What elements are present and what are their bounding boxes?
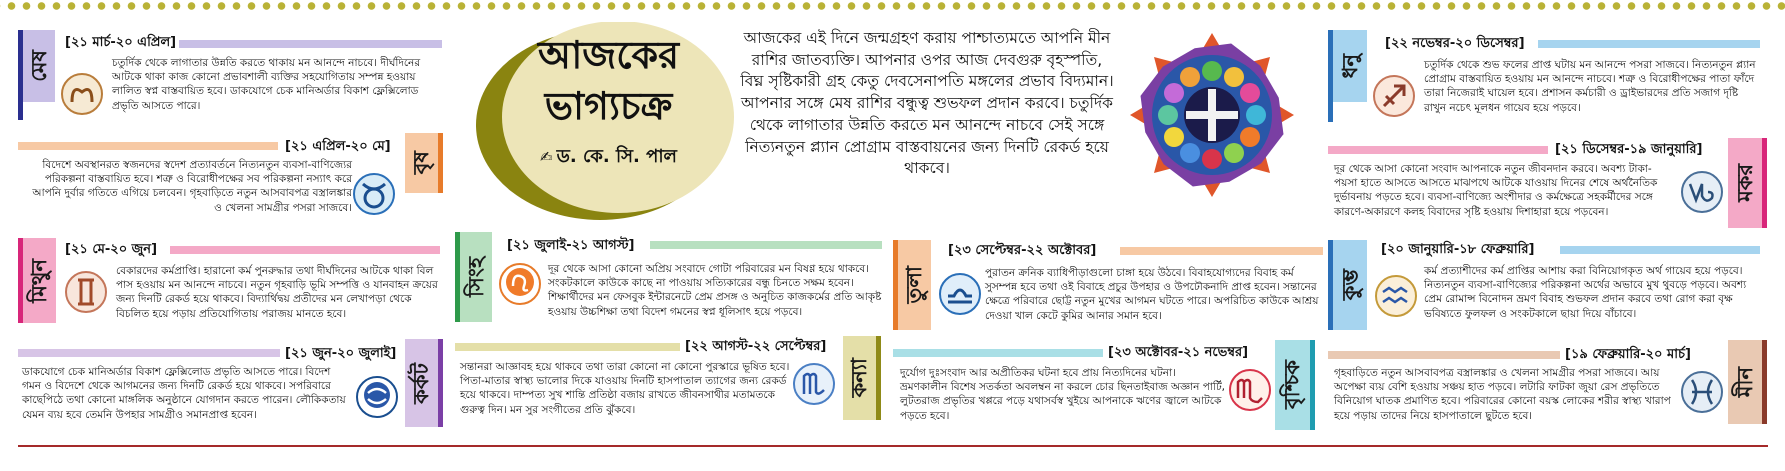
aquarius-tab: কুম্ভ (1333, 240, 1367, 330)
taurus-bar (18, 142, 278, 150)
sagittarius-bar (1538, 40, 1760, 48)
libra-bar (1120, 247, 1323, 255)
sagittarius-date: [২২ নভেম্বর-২০ ডিসেম্বর] (1382, 34, 1528, 55)
bottom-rule (18, 445, 1768, 447)
pisces-icon (1680, 370, 1724, 414)
aries-text: চতুর্দিক থেকে লাগাতার উন্নতি করতে থাকায় মন আনন্দে নাচবে। দীর্ঘদিনের আটকে থাকা কাজ কোনো প্রভাবশালী ব্যক্তির সহযোগিতায় সম্পন্ন হওয়ায় লালিত স্বপ্ন বাস্তবায়িত হবে। ডাকযোগে চেক মানিঅর্ডার বিকাশ ফ্লেক্সিলোড প্রভৃতি আসতে পারে। (112, 57, 421, 112)
sagittarius-text: চতুর্দিক থেকে শুভ ফলের প্রাপ্ত ঘটায় মন আনন্দে পসরা সাজবে। নিত্যনতুন প্ল্যান প্রোগ্রাম বাস্তবায়িত হওয়ায় মন আনন্দে নাচবে। শত্রু ও বিরোধীপক্ষের পাতা ফাঁদে তারা নিজেরাই ঘায়েল হবে। প্রশাসন কর্মচারী ও ড্রাইভারদের প্রতি সজাগ দৃষ্টি রাখুন নচেৎ মূলধন গায়েব হয়ে পড়বে। (1424, 59, 1756, 114)
pisces-tab: মীন (1728, 340, 1762, 424)
scorpio-bar (893, 349, 1103, 357)
dotted-border-top (0, 0, 1785, 12)
cancer-tab: কর্কট (405, 339, 438, 427)
zodiac-wheel-icon (1127, 30, 1297, 200)
virgo-bar (455, 343, 680, 351)
aquarius-bar (1560, 246, 1760, 254)
sagittarius-tab: ধনু (1333, 30, 1367, 102)
virgo-text: সন্তানরা আজ্ঞাবহ হয়ে থাকবে তথা তারা কোনো না কোনো পুরস্কারে ভূষিত হবে। পিতা-মাতার স্বাস্থ্য ভালোর দিকে যাওয়ায় দিনটি হাসপাতাল ত্যাগের জন্য রেকর্ড হয়ে থাকবে। দাম্পত্য সুখ শান্তি প্রতিষ্ঠা বজায় রাখতে জীবনসাথীর মতামতকে গুরুত্ব দিন। মন সুর সংগীতের প্রতি ঝুঁকবে। (460, 361, 790, 416)
cancer-edge (438, 339, 443, 427)
scorpio-date: [২৩ অক্টোবর-২১ নভেম্বর] (1105, 343, 1251, 364)
virgo-edge (876, 336, 881, 420)
scorpio-edge (1310, 340, 1315, 430)
taurus-edge (438, 133, 443, 193)
leo-tab: সিংহ (460, 232, 492, 322)
gemini-date: [২১ মে-২০ জুন] (62, 240, 160, 261)
capricorn-bar (1328, 146, 1548, 154)
intro-text: আজকের এই দিনে জন্মগ্রহণ করায় পাশ্চাত্যমতে আপনি মীন রাশির জাতব্যক্তি। আপনার ওপর আজ দেবগুরু বৃহস্পতি, বিঘ্ন সৃষ্টিকারী গ্রহ কেতু দেবসেনাপতি মঙ্গলের প্রভাব বিদ্যমান। আপনার সঙ্গে মেষ রাশির বন্ধুত্ব শুভফল প্রদান করবে। চতুর্দিক থেকে লাগাতার উন্নতি করতে মন আনন্দে নাচবে সেই সঙ্গে নিত্যনতুন প্ল্যান প্রোগ্রাম বাস্তবায়নের জন্য দিনটি রেকর্ড হয়ে থাকবে। (740, 29, 1114, 178)
pen-icon: ✍ (540, 148, 553, 166)
libra-tab: তুলা (898, 240, 931, 330)
pisces-edge (1762, 340, 1767, 424)
gemini-icon (64, 270, 108, 314)
aries-icon (60, 72, 104, 116)
scorpio-text: দুর্যোগ দুঃসংবাদ আর অপ্রীতিকর ঘটনা হবে প্রায় নিত্যদিনের ঘটনা। ভ্রমণকালীন বিশেষ সতর্কতা অবলম্বন না করলে চোর ছিনতাইবাজ অজ্ঞান পার্টি, লুটতরাজ প্রভৃতির খপ্পরে পড়ে যথাসর্বস্ব খুইয়ে আপনাকে ঋণের জ্বালে আটকে পড়তে হবে। (900, 367, 1225, 422)
aries-tab: মেষ (23, 30, 55, 102)
title-line1: আজকের (537, 33, 680, 77)
leo-text: দূর থেকে আসা কোনো অপ্রিয় সংবাদে গোটা পরিবারের মন বিষণ্ণ হয়ে থাকবে। সংকটকালে কাউকে কাছে না পাওয়ায় সত্যিকারের বন্ধু চিনতে সক্ষম হবেন। শিক্ষার্থীদের মন ফেসবুক ইন্টারনেটে প্রেম প্রসঙ্গ ও অনুচিত কাজকর্মের প্রতি আকৃষ্ট হওয়ায় উচ্চশিক্ষা তথা বিদেশ গমনের স্বপ্ন ধূলিসাৎ হয়ে পড়বে। (548, 263, 882, 318)
aries-bar (160, 40, 442, 48)
libra-date: [২৩ সেপ্টেম্বর-২২ অক্টোবর] (945, 241, 1099, 262)
cancer-icon (355, 375, 399, 419)
gemini-bar (170, 246, 440, 254)
cancer-text: ডাকযোগে চেক মানিঅর্ডার বিকাশ ফ্লেক্সিলোড প্রভৃতি আসতে পারে। বিদেশ গমন ও বিদেশে থেকে আগমনের জন্য দিনটি রেকর্ড হয়ে থাকবে। সপরিবারে কাছেপিঠে তথা কোনো মাঙ্গলিক অনুষ্ঠানে যোগদান করতে পারেন। লৌকিকতায় যেমন ব্যয় হবে তেমনি উপহার সামগ্রীও সমানপ্রাপ্ত হবেন। (22, 366, 346, 421)
pisces-date: [১৯ ফেব্রুয়ারি-২০ মার্চ] (1562, 345, 1694, 366)
leo-date: [২১ জুলাই-২১ আগস্ট] (504, 236, 637, 257)
aquarius-date: [২০ জানুয়ারি-১৮ ফেব্রুয়ারি] (1378, 240, 1537, 261)
capricorn-edge (1762, 138, 1767, 228)
libra-icon (938, 272, 982, 316)
leo-icon (498, 262, 542, 306)
virgo-icon (792, 362, 836, 406)
taurus-text: বিদেশে অবস্থানরত স্বজনদের স্বদেশ প্রত্যাবর্তনে নিত্যনতুন ব্যবসা-বাণিজ্যের পরিকল্পনা বাস্তবায়িত হবে। শত্রু ও বিরোধীপক্ষের সব পরিকল্পনা নস্যাৎ করে আপনি দুর্বার গতিতে এগিয়ে চলবেন। গৃহবাড়িতে নতুন আসবাবপত্র বস্ত্রালঙ্কার ও খেলনা সামগ্রীর পসরা সাজবে। (32, 159, 352, 214)
gemini-tab: মিথুন (23, 238, 56, 323)
author-line (496, 142, 721, 173)
aquarius-text: কর্ম প্রত্যাশীদের কর্ম প্রাপ্তির আশায় করা বিনিয়োগকৃত অর্থ গায়েব হয়ে পড়বে। নিত্যনতুন ব্যবসা-বাণিজ্যের পরিকল্পনা অর্থের অভাবে মুখ থুবড়ে পড়বে। অবশ্য প্রেম রোমান্স বিনোদন ভ্রমণ বিবাহ শুভফল প্রদান করবে তথা রোগ করা বৃক্ষ ভবিষ্যতে ফুলফল ও সংকটকালে ছায়া দিয়ে বাঁচাবে। (1424, 265, 1747, 320)
capricorn-date: [২১ ডিসেম্বর-১৯ জানুয়ারি] (1552, 140, 1705, 161)
pisces-text: গৃহবাড়িতে নতুন আসবাবপত্র বস্ত্রালঙ্কার ও খেলনা সামগ্রীর পসরা সাজবে। আয় অপেক্ষা ব্যয় বেশি হওয়ায় সঞ্চয় হাত পড়বে। লটারি ফাটকা জুয়া রেস প্রভৃতিতে বিনিয়োগ ঘাতক প্রমাণিত হবে। পরিবারের কোনো বয়স্ক লোকের শরীর স্বাস্থ্য খারাপ হয়ে পড়ায় তাদের নিয়ে হাসপাতালে ছুটতে হবে। (1334, 367, 1671, 422)
capricorn-icon (1680, 170, 1724, 214)
cancer-bar (18, 349, 280, 357)
pisces-bar (1328, 351, 1560, 359)
title-line2: ভাগ্যচক্র (544, 84, 673, 128)
taurus-date: [২১ এপ্রিল-২০ মে] (282, 137, 394, 158)
title-block (496, 30, 721, 173)
virgo-date: [২২ আগস্ট-২২ সেপ্টেম্বর] (682, 337, 829, 358)
scorpio-tab: বৃশ্চিক (1275, 340, 1310, 430)
capricorn-text: দূর থেকে আসা কোনো সংবাদ আপনাকে নতুন জীবনদান করবে। অবশ্য টাকা-পয়সা হাতে আসতে আসতে মাঝপথে আটকে যাওয়ায় দিনের শেষে অর্থনৈতিক দুর্ভাবনায় পড়তে হবে। ব্যবসা-বাণিজ্যে অংশীদার ও কর্মক্ষেত্রে সহকর্মীদের সঙ্গে কারণে-অকারণে কলহ বিবাদের সৃষ্টি হওয়ায় দিশাহারা হয়ে পড়বেন। (1334, 163, 1658, 218)
libra-text: পুরাতন ক্রনিক ব্যাধিপীড়াগুলো চাঙ্গা হয়ে উঠবে। বিবাহযোগ্যদের বিবাহ কর্ম সুসম্পন্ন হবে তথা ওই বিবাহে প্রচুর উপহার ও উপঢৌকনাদি প্রাপ্ত হবেন। সন্তানের ক্ষেত্রে পরিবারে ছোট্ট নতুন মুখের আগমন ঘটতে পারে। অপরিচিত কাউকে আশ্রয় দেওয়া খাল কেটে কুমির আনার সমান হবে। (985, 267, 1319, 322)
capricorn-tab: মকর (1728, 138, 1762, 228)
virgo-tab: কন্যা (843, 336, 876, 420)
gemini-text: বেকারদের কর্মপ্রাপ্তি। হারানো কর্ম পুনরুদ্ধার তথা দীর্ঘদিনের আটকে থাকা বিল পাস হওয়ায় মন আনন্দে নাচবে। নতুন গৃহবাড়ি ভূমি সম্পত্তি ও যানবাহন ক্রয়ের জন্য দিনটি রেকর্ড হয়ে থাকবে। বিদ্যার্থিদ্বয় প্রতীদের মন লেখাপড়া থেকে বিচলিত হয়ে পড়ায় প্রতিযোগিতায় পরাজয় মানতে হবে। (116, 265, 438, 320)
taurus-tab: বৃষ (405, 133, 438, 193)
taurus-icon (352, 172, 396, 216)
scorpio-icon (1228, 368, 1272, 412)
sagittarius-icon (1372, 74, 1416, 118)
cancer-date: [২১ জুন-২০ জুলাই] (282, 344, 399, 365)
aries-date: [২১ মার্চ-২০ এপ্রিল] (62, 33, 179, 54)
author-name: ড. কে. সি. পাল (556, 146, 677, 167)
aquarius-icon (1374, 274, 1418, 318)
leo-bar (650, 241, 882, 249)
